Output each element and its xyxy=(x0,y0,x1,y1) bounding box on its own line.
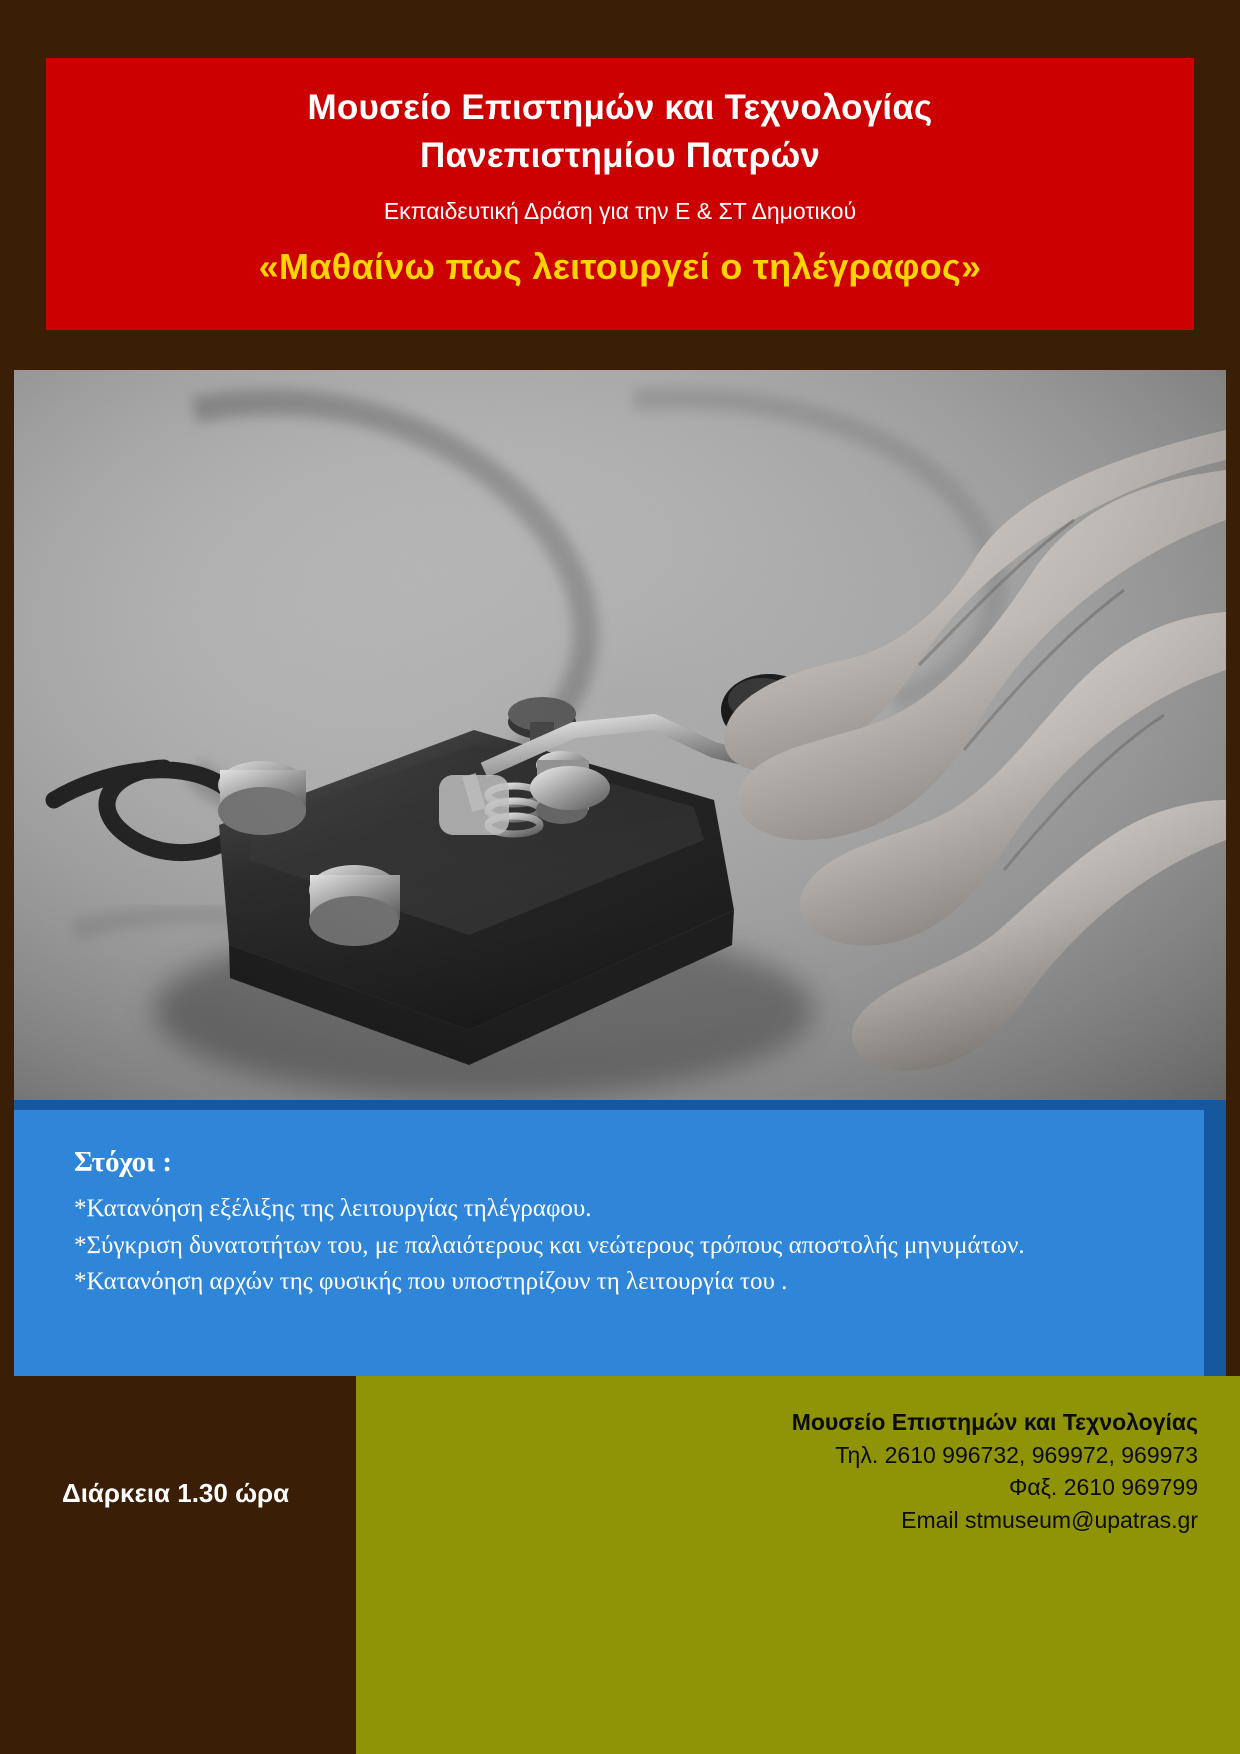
contact-phone: Τηλ. 2610 996732, 969972, 969973 xyxy=(835,1441,1198,1468)
page-title: «Μαθαίνω πως λειτουργεί ο τηλέγραφος» xyxy=(258,246,982,288)
contact-panel xyxy=(356,1376,1240,1754)
telegraph-photo xyxy=(14,370,1226,1100)
museum-name-line1: Μουσείο Επιστημών και Τεχνολογίας xyxy=(307,88,933,127)
objective-item: *Σύγκριση δυνατοτήτων του, με παλαιότερους και νεώτερους τρόπους αποστολής μηνυμάτων. xyxy=(74,1231,1025,1259)
objective-item: *Κατανόηση εξέλιξης της λειτουργίας τηλέγραφου. xyxy=(74,1195,592,1222)
telegraph-photo-illustration xyxy=(14,370,1226,1100)
header-subtitle: Εκπαιδευτική Δράση για την Ε & ΣΤ Δημοτικού xyxy=(383,197,857,224)
objectives-panel xyxy=(14,1110,1204,1376)
header-banner xyxy=(46,58,1194,330)
objective-item: *Κατανόηση αρχών της φυσικής που υποστηρίζουν τη λειτουργία του . xyxy=(74,1268,788,1295)
duration-label: Διάρκεια 1.30 ώρα xyxy=(62,1478,290,1508)
museum-name-line2: Πανεπιστημίου Πατρών xyxy=(419,136,821,176)
objectives-heading: Στόχοι : xyxy=(74,1146,173,1178)
contact-fax: Φαξ. 2610 969799 xyxy=(1008,1474,1198,1501)
contact-email: Email stmuseum@upatras.gr xyxy=(901,1506,1198,1533)
contact-museum-name: Μουσείο Επιστημών και Τεχνολογίας xyxy=(791,1409,1198,1435)
